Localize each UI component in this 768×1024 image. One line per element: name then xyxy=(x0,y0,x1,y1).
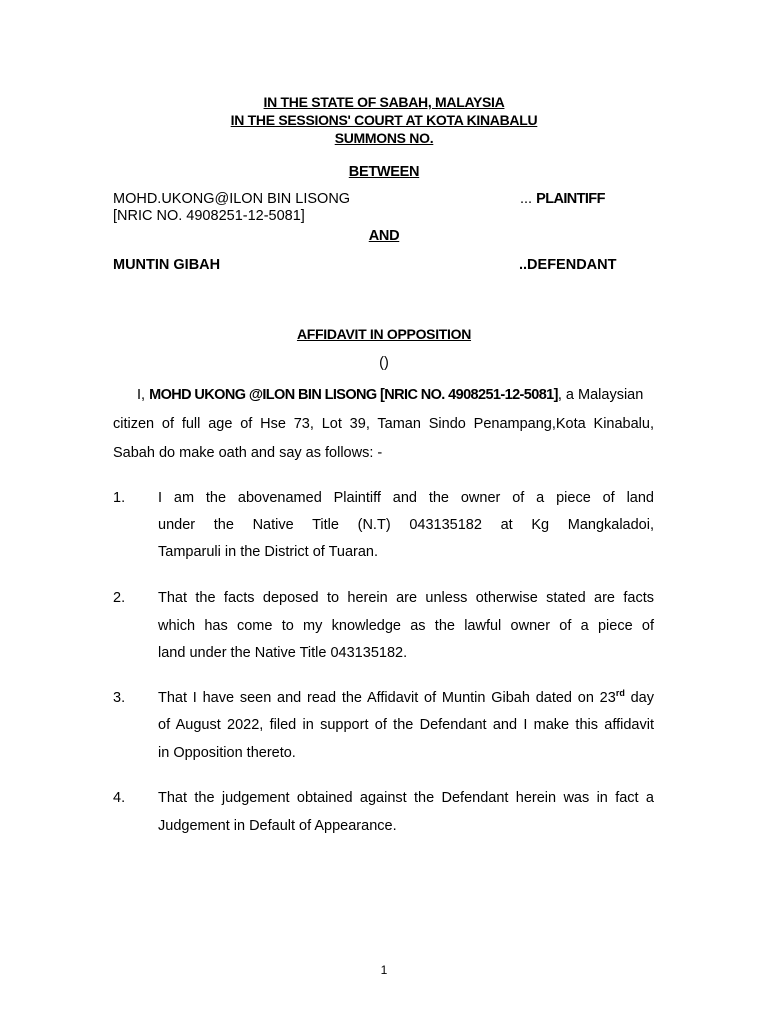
paragraph-1-line-1: I am the abovenamed Plaintiff and the owner of a piece of land xyxy=(158,490,654,506)
affidavit-title-sub: () xyxy=(379,355,389,371)
ordinal-suffix: rd xyxy=(615,688,625,699)
paragraph-1-line-3: Tamparuli in the District of Tuaran. xyxy=(158,544,379,560)
plaintiff-role: PLAINTIFF xyxy=(536,191,605,207)
intro-line-1 xyxy=(113,387,654,403)
paragraph-3-line-2: of August 2022, filed in support of the Defendant and I make this affidavit xyxy=(158,717,654,733)
defendant-role: ..DEFENDANT xyxy=(519,257,617,273)
plaintiff-role-label xyxy=(520,191,605,207)
between-heading: BETWEEN xyxy=(348,164,420,180)
intro-line-1-rest: , a Malaysian xyxy=(557,387,644,403)
paragraph-3-line-1 xyxy=(158,690,654,706)
paragraph-2-line-1: That the facts deposed to herein are unless otherwise stated are facts xyxy=(158,590,654,606)
paragraph-1-number: 1. xyxy=(113,490,126,506)
paragraph-3-line-3: in Opposition thereto. xyxy=(158,745,296,761)
and-heading: AND xyxy=(368,228,400,244)
paragraph-4-number: 4. xyxy=(113,790,126,806)
paragraph-3-line-1-end: day xyxy=(624,690,654,706)
plaintiff-dots: ... xyxy=(520,191,533,207)
intro-line-3: Sabah do make oath and say as follows: - xyxy=(113,445,383,461)
paragraph-4-line-1: That the judgement obtained against the Defendant herein was in fact a xyxy=(158,790,654,806)
paragraph-2-line-2: which has come to my knowledge as the lawful owner of a piece of xyxy=(158,618,654,634)
paragraph-3-line-1-text: That I have seen and read the Affidavit of Muntin Gibah dated on 23 xyxy=(158,690,616,706)
paragraph-1-line-2: under the Native Title (N.T) 043135182 at Kg Mangkaladoi, xyxy=(158,517,654,533)
summons-number-heading: SUMMONS NO. xyxy=(334,130,434,146)
page-number: 1 xyxy=(380,963,388,977)
paragraph-3-number: 3. xyxy=(113,690,126,706)
intro-line-2: citizen of full age of Hse 73, Lot 39, Taman Sindo Penampang,Kota Kinabalu, xyxy=(113,416,654,432)
paragraph-2-line-3: land under the Native Title 043135182. xyxy=(158,645,408,661)
plaintiff-name: MOHD.UKONG@ILON BIN LISONG xyxy=(113,191,351,207)
deponent-name: MOHD UKONG @ILON BIN LISONG [NRIC NO. 4908251-12-5081] xyxy=(149,387,558,403)
intro-prefix: I, xyxy=(137,387,146,403)
court-name-heading: IN THE SESSIONS' COURT AT KOTA KINABALU xyxy=(230,112,538,128)
defendant-name: MUNTIN GIBAH xyxy=(113,257,221,273)
paragraph-4-line-2: Judgement in Default of Appearance. xyxy=(158,818,397,834)
paragraph-2-number: 2. xyxy=(113,590,126,606)
affidavit-title: AFFIDAVIT IN OPPOSITION xyxy=(296,326,472,342)
court-state-heading: IN THE STATE OF SABAH, MALAYSIA xyxy=(263,94,505,110)
plaintiff-nric: [NRIC NO. 4908251-12-5081] xyxy=(113,208,305,224)
